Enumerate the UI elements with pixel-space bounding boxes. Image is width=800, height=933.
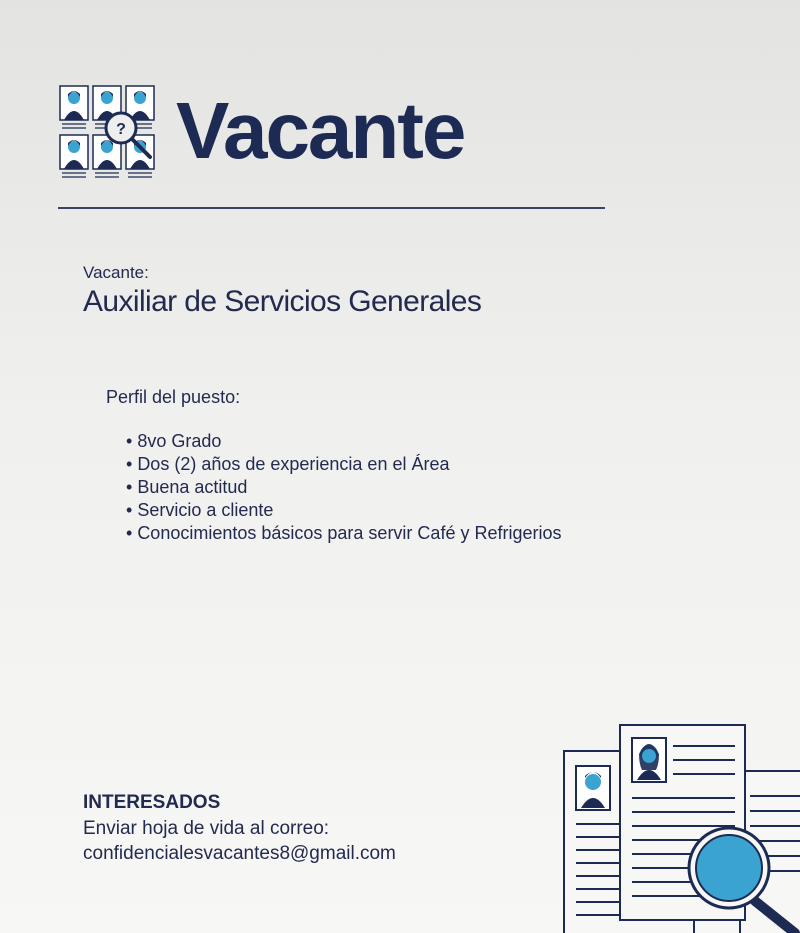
contact-heading: INTERESADOS (83, 792, 221, 813)
svg-text:?: ? (116, 121, 126, 138)
profile-heading: Perfil del puesto: (106, 387, 241, 407)
requirement-item: • 8vo Grado (126, 430, 561, 453)
contact-email: confidencialesvacantes8@gmail.com (83, 843, 396, 864)
requirement-item: • Buena actitud (126, 476, 561, 499)
resume-magnifier-icon (555, 716, 800, 933)
requirement-item: • Dos (2) años de experiencia en el Área (126, 453, 561, 476)
vacancy-position: Auxiliar de Servicios Generales (83, 285, 482, 318)
requirement-item: • Conocimientos básicos para servir Café y Refrigerios (126, 522, 561, 545)
requirements-list (126, 430, 561, 545)
candidate-card (60, 86, 88, 128)
page-title: Vacante (176, 86, 465, 175)
contact-instruction: Enviar hoja de vida al correo: (83, 818, 330, 839)
candidate-search-icon (58, 84, 156, 178)
vacancy-label: Vacante: (83, 263, 149, 282)
candidate-card (60, 135, 88, 177)
requirement-item: • Servicio a cliente (126, 499, 561, 522)
title-divider (58, 207, 605, 209)
